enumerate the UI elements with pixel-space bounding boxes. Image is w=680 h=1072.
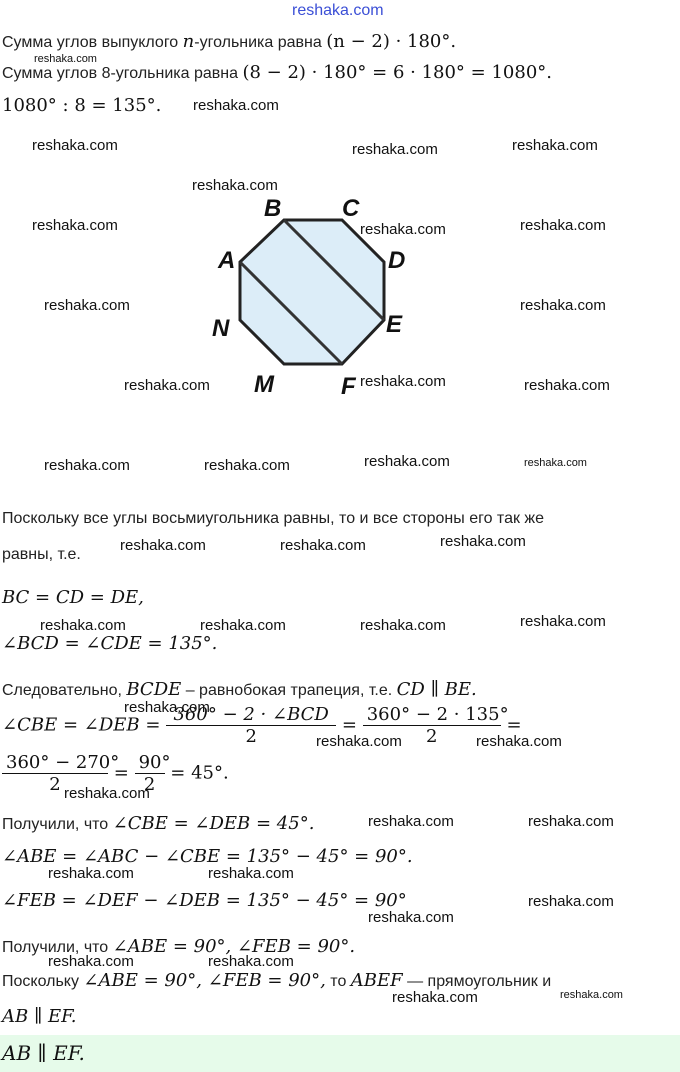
watermark: reshaka.com: [352, 141, 438, 158]
watermark: reshaka.com: [192, 177, 278, 194]
vertex-label-m: M: [254, 371, 274, 398]
watermark: reshaka.com: [44, 297, 130, 314]
watermark: reshaka.com: [360, 617, 446, 634]
angle-feb-equation: ∠FEB = ∠DEF − ∠DEB = 135° − 45° = 90°: [2, 890, 407, 911]
watermark: reshaka.com: [32, 137, 118, 154]
watermark: reshaka.com: [528, 893, 614, 910]
watermark: reshaka.com: [64, 785, 150, 802]
equal-sides-equation: BC = CD = DE,: [2, 587, 144, 608]
vertex-label-c: C: [342, 195, 360, 222]
parallel-conclusion: AB ∥ EF.: [2, 1006, 77, 1027]
site-header-watermark[interactable]: reshaka.com: [292, 2, 384, 19]
watermark: reshaka.com: [524, 457, 587, 469]
octagon-figure: [200, 180, 430, 405]
watermark: reshaka.com: [476, 733, 562, 750]
vertex-label-n: N: [212, 315, 230, 342]
watermark: reshaka.com: [208, 865, 294, 882]
fraction-bcd: $\frac{\text{360° − 2 · ∠BCD}}{2}$: [166, 704, 336, 747]
watermark: reshaka.com: [368, 813, 454, 830]
equal-sides-paragraph-cont: равны, т.е.: [2, 546, 81, 563]
watermark: reshaka.com: [280, 537, 366, 554]
watermark: reshaka.com: [124, 377, 210, 394]
trapezoid-line: Следовательно, BCDE – равнобокая трапеция, т.е. CD ∥ BE.: [2, 679, 477, 700]
equal-angles-equation: ∠BCD = ∠CDE = 135°.: [2, 633, 218, 654]
watermark: reshaka.com: [364, 453, 450, 470]
single-angle-line: 1080° : 8 = 135°.: [2, 95, 162, 116]
vertex-label-b: B: [264, 195, 282, 222]
fraction-90: $\frac{90^\circ}{2}$: [135, 752, 165, 795]
watermark: reshaka.com: [120, 537, 206, 554]
watermark: reshaka.com: [124, 699, 210, 716]
octagon-angle-sum-line: Сумма углов 8-угольника равна (8 − 2) · 180° = 6 · 180° = 1080°.: [2, 62, 552, 83]
watermark: reshaka.com: [208, 953, 294, 970]
equal-sides-paragraph: Поскольку все углы восьмиугольника равны, то и все стороны его так же: [2, 510, 545, 527]
angle-sum-formula-line: Сумма углов выпуклого n-угольника равна (n − 2) · 180°.: [2, 31, 457, 52]
watermark: reshaka.com: [48, 953, 134, 970]
watermark: reshaka.com: [392, 989, 478, 1006]
angle-45-result-line: Получили, что ∠CBE = ∠DEB = 45°.: [2, 813, 315, 834]
right-angles-result-line: Получили, что ∠ABE = 90°, ∠FEB = 90°.: [2, 936, 356, 957]
angle-abe-equation: ∠ABE = ∠ABC − ∠CBE = 135° − 45° = 90°.: [2, 846, 413, 867]
vertex-label-a: A: [218, 247, 236, 274]
watermark: reshaka.com: [520, 297, 606, 314]
fraction-270: $\frac{360^\circ - 270^\circ}{2}$: [2, 752, 108, 795]
angle-cbe-fraction-line: ∠CBE = ∠DEB = $\frac{\text{360° − 2 · ∠BCD}}{2}$ = $\frac{360^\circ - 2 \cdot 135^\circ}{2}$ =: [2, 704, 522, 747]
watermark: reshaka.com: [520, 613, 606, 630]
fraction-135: $\frac{360^\circ - 2 \cdot 135^\circ}{2}$: [363, 704, 501, 747]
watermark: reshaka.com: [560, 989, 623, 1001]
watermark: reshaka.com: [34, 53, 97, 65]
watermark: reshaka.com: [44, 457, 130, 474]
watermark: reshaka.com: [512, 137, 598, 154]
watermark: reshaka.com: [524, 377, 610, 394]
watermark: reshaka.com: [368, 909, 454, 926]
rectangle-conclusion-line: Поскольку ∠ABE = 90°, ∠FEB = 90°, то ABEF — прямоугольник и: [2, 970, 552, 991]
watermark: reshaka.com: [193, 97, 279, 114]
vertex-label-f: F: [341, 373, 356, 400]
watermark: reshaka.com: [200, 617, 286, 634]
watermark: reshaka.com: [40, 617, 126, 634]
watermark: reshaka.com: [528, 813, 614, 830]
watermark: reshaka.com: [440, 533, 526, 550]
vertex-label-e: E: [386, 311, 403, 338]
answer-box: [0, 1035, 680, 1072]
watermark: reshaka.com: [204, 457, 290, 474]
watermark: reshaka.com: [360, 373, 446, 390]
watermark: reshaka.com: [48, 865, 134, 882]
watermark: reshaka.com: [32, 217, 118, 234]
watermark: reshaka.com: [316, 733, 402, 750]
watermark: reshaka.com: [520, 217, 606, 234]
angle-result-fraction-line: $\frac{360^\circ - 270^\circ}{2}$ = $\frac{90^\circ}{2}$ = 45°.: [2, 752, 229, 795]
octagon-shape: [240, 220, 384, 364]
answer-text: AB ∥ EF.: [2, 1041, 85, 1065]
vertex-label-d: D: [388, 247, 406, 274]
watermark: reshaka.com: [360, 221, 446, 238]
